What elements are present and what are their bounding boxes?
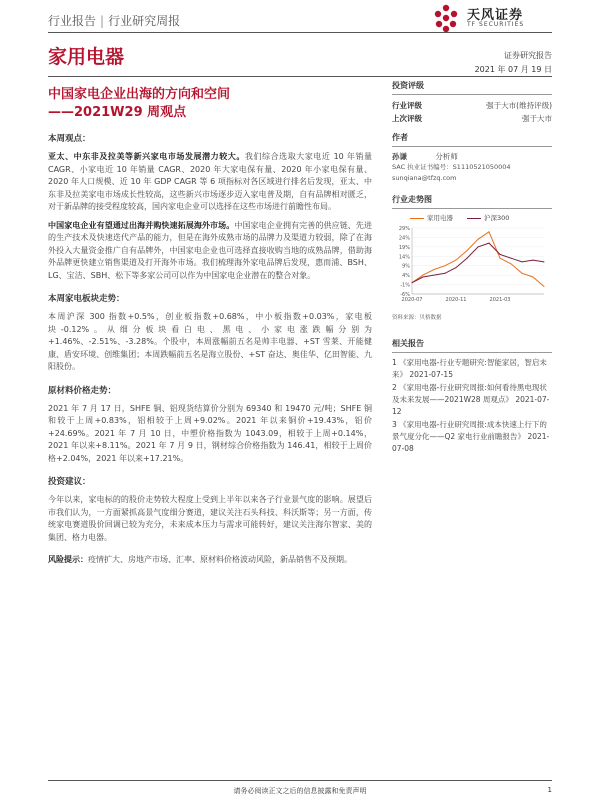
report-title-line-1: 中国家电企业出海的方向和空间 — [48, 87, 231, 102]
board-paragraph: 本周沪深 300 指数+0.5%，创业板指数+0.68%，中小板指数+0.03%，家电板块-0.12%。从细分板块看白电、黑电、小家电涨跌幅分别为+1.46%、-2.51%、-3.28%。个股中，本周涨幅前五名是帅丰电器、+ST 雪莱、开能健康、盾安环境、创维集团；本周跌幅前五名是海立股份、+ST 奋达、奥佳华、亿田智能、九阳股份。 — [48, 312, 372, 371]
rating-key: 上次评级 — [392, 114, 422, 123]
related-reports-panel — [392, 338, 552, 456]
data-point — [544, 286, 545, 287]
logo-name-en: TF SECURITIES — [467, 21, 525, 28]
view-paragraph-2-lead: 中国家电企业有望通过出海并购快速拓展海外市场。 — [48, 220, 235, 230]
data-point — [478, 239, 479, 240]
report-series: 行业研究周报 — [108, 14, 181, 28]
rating-heading: 投资评级 — [392, 80, 552, 95]
risk-section — [48, 554, 372, 567]
series-line-hs300 — [412, 243, 544, 283]
data-point — [500, 258, 501, 259]
data-point — [423, 277, 424, 278]
footer-rule — [48, 780, 552, 781]
author-name-row — [392, 151, 552, 162]
raw-material-section — [48, 384, 372, 466]
data-point — [456, 267, 457, 268]
author-sac-number: SAC 执业证书编号：S1110521050004 — [392, 163, 511, 171]
logo-mark-icon — [435, 5, 457, 32]
related-heading: 相关报告 — [392, 338, 552, 353]
y-tick-label: 4% — [402, 273, 410, 280]
author-heading: 作者 — [392, 132, 552, 147]
data-point — [434, 275, 435, 276]
data-point — [467, 258, 468, 259]
view-paragraph-1 — [48, 151, 372, 214]
x-tick-label: 2021-03 — [489, 297, 511, 303]
data-point — [489, 243, 490, 244]
report-header-line — [48, 12, 180, 29]
view-paragraph-2-body: 中国家电企业拥有完善的供应链、先进的生产技术及快速迭代产品的能力，但是在海外成熟市场的品牌力及渠道力较弱，除了在海外投入大量资金推广自有品牌外，中国家电企业也可选择直接收购当地的成熟品牌，借助海外品牌更快建立销售渠道及打开海外市场。我们梳理海外家电品牌后发现，惠而浦、BSH、LG、宝洁、SBH、松下等多家公司可以作为中国家电企业潜在的整合对象。 — [48, 220, 372, 280]
x-tick-label: 2020-07 — [401, 297, 423, 303]
data-point — [511, 263, 512, 264]
view-paragraph-1-lead: 亚太、中东非及拉美等新兴家电市场发展潜力较大。 — [48, 152, 245, 161]
data-point — [467, 250, 468, 251]
disclaimer-footer: 请务必阅读正文之后的信息披露和免责声明 — [233, 787, 367, 795]
related-report-item[interactable]: 2 《家用电器-行业研究周报:如何看待黑电现状及未来发展——2021W28 周观点》 2021-07-12 — [392, 383, 550, 416]
page-number: 1 — [547, 786, 552, 794]
risk-paragraph — [48, 554, 372, 567]
data-point — [489, 231, 490, 232]
chart-legend — [410, 213, 552, 222]
legend-label: 沪深300 — [484, 214, 510, 222]
y-tick-label: 14% — [398, 254, 410, 261]
data-point — [533, 277, 534, 278]
data-point — [445, 265, 446, 266]
data-point — [445, 273, 446, 274]
legend-swatch — [410, 218, 424, 219]
view-paragraph-1-body: 我们综合选取大家电近 10 年销量 CAGR、小家电近 10 年销量 CAGR、2020 年大家电保有量、2020 年小家电保有量、2020 年人口规模、近 10 年 GDP CAGR 等 6 项指标对各区域进行排名后发现，亚太、中东非及拉美家电市场成长性较高，这些新兴市场逐步迈入家电普及期，自有品牌相对匮乏，对于新品牌的接受程度较高，国内家电企业可以选择在这些市场进行前瞻性布局。 — [48, 152, 373, 211]
board-trend-section — [48, 292, 372, 374]
data-point — [522, 261, 523, 262]
header-rule — [48, 32, 552, 33]
rating-panel — [392, 80, 552, 125]
series-line-home-appliance — [412, 232, 544, 287]
data-point — [500, 254, 501, 255]
rating-key: 行业评级 — [392, 101, 422, 110]
y-tick-label: 19% — [398, 244, 410, 251]
data-point — [522, 273, 523, 274]
advice-paragraph: 今年以来，家电标的的股价走势较大程度上受到上半年以来各子行业景气度的影响。展望后市我们认为，一方面紧抓高景气度细分赛道，建议关注石头科技、科沃斯等；另一方面，传统家电赛道股价回调已较为充分，未来成本压力与需求可能转好，建议关注海尔智家、美的集团、格力电器。 — [48, 495, 372, 542]
rating-row-previous — [392, 112, 552, 125]
main-content — [48, 132, 372, 577]
y-tick-label: 24% — [398, 235, 410, 242]
section-heading-advice: 投资建议： — [48, 477, 91, 487]
y-tick-label: 9% — [402, 263, 410, 270]
y-tick-label: -6% — [400, 292, 410, 298]
header-separator: | — [100, 14, 105, 28]
y-tick-label: 29% — [398, 226, 410, 232]
author-name: 孙谦 — [392, 152, 407, 161]
data-point — [412, 282, 413, 283]
y-tick-label: -1% — [400, 282, 410, 289]
data-point — [456, 260, 457, 261]
legend-item-hs300 — [467, 213, 509, 222]
report-title-line-2: ——2021W29 周观点 — [48, 105, 187, 120]
related-report-item[interactable]: 1 《家用电器-行业专题研究:智能家居，智启未来》 2021-07-15 — [392, 358, 547, 379]
data-point — [511, 258, 512, 259]
trend-line-chart — [392, 224, 552, 306]
rating-value: 强于大市 — [522, 114, 552, 123]
author-panel — [392, 132, 552, 184]
report-title — [48, 86, 368, 122]
risk-body: 疫情扩大、房地产市场、汇率、原材料价格波动风险，新品销售不及预期。 — [88, 555, 352, 564]
advice-section — [48, 475, 372, 544]
view-paragraph-2 — [48, 220, 372, 283]
legend-swatch — [467, 218, 481, 219]
author-role: 分析师 — [435, 152, 458, 161]
logo-name-cn: 天风证券 — [467, 8, 524, 23]
data-point — [533, 260, 534, 261]
chart-source-note: 资料来源：贝格数据 — [392, 315, 442, 321]
data-point — [434, 269, 435, 270]
industry-category: 家用电器 — [48, 46, 125, 68]
section-heading-raw: 原材料价格走势： — [48, 385, 117, 396]
title-rule — [48, 76, 552, 77]
trend-panel — [392, 194, 552, 321]
report-kind: 行业报告 — [48, 14, 97, 28]
trend-heading: 行业走势图 — [392, 194, 552, 209]
author-email: sunqiana@tfzq.com — [392, 174, 457, 182]
rating-row-industry — [392, 99, 552, 112]
legend-item-home-appliance — [410, 213, 453, 222]
data-point — [423, 275, 424, 276]
related-report-item[interactable]: 3 《家用电器-行业研究周报:成本快速上行下的景气度分化——Q2 家电行业前瞻报告》 2021-07-08 — [392, 420, 550, 453]
data-point — [544, 261, 545, 262]
report-type-label: 证券研究报告 — [504, 51, 552, 60]
x-tick-label: 2020-11 — [445, 297, 467, 303]
raw-paragraph: 2021 年 7 月 17 日，SHFE 铜、铝现货结算价分别为 69340 和 19470 元/吨；SHFE 铜和较于上周+0.83%，铝相较于上周+9.02%。2021 年以来铜价+19.43%，铝价+24.69%。2021 年 7 月 10 日，中塑价格指数为 1043.09，相较于上周+0.14%，2021 年以来+8.11%。2021 年 7 月 9 日，钢材综合价格指数为 146.41，相较于上周价格+2.04%，2021 年以来+17.21%。 — [48, 403, 372, 463]
legend-label: 家用电器 — [427, 214, 453, 222]
data-point — [478, 246, 479, 247]
section-heading-board: 本周家电板块走势： — [48, 294, 125, 304]
section-heading-view: 本周观点： — [48, 134, 91, 144]
report-date: 2021 年 07 月 19 日 — [474, 65, 552, 74]
risk-lead: 风险提示： — [48, 555, 88, 564]
rating-value: 强于大市(维持评级) — [486, 101, 552, 110]
weekly-view-section — [48, 132, 372, 282]
